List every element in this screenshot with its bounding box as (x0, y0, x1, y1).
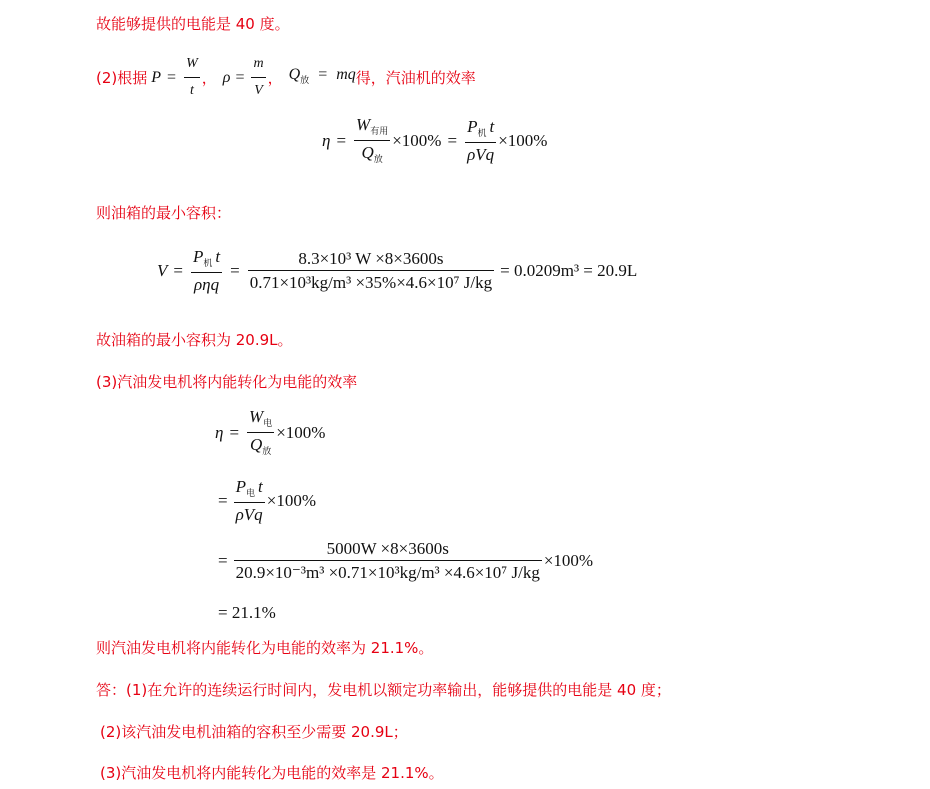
line-efficiency-intro: (2)根据 P = $\frac{W}{t}$ ， ρ = $\frac{m}{V}$ ， $Q_放$ = mq 得，汽油机的效率 (96, 54, 476, 101)
answer-2: (2)该汽油发电机油箱的容积至少需要 20.9L； (100, 723, 408, 741)
answer-1: 答：(1)在允许的连续运行时间内，发电机以额定功率输出，能够提供的电能是 40 度； (96, 681, 671, 699)
power-formula: P = $\frac{W}{t}$ (151, 54, 201, 101)
eff-step-4: = 21.1% (218, 603, 276, 622)
efficiency-equation: η = $\frac{W_{有用}}{Q_放}$ ×100% = $\frac{P_机 t}{\text{ρVq}}$ ×100% (322, 115, 548, 165)
density-formula: ρ = $\frac{m}{V}$ (223, 54, 268, 101)
eff-step-2: = $\frac{P_电 t}{\text{ρVq}}$ ×100% (218, 477, 316, 524)
answer-3: (3)汽油发电机将内能转化为电能的效率是 21.1%。 (100, 764, 444, 782)
intro-prefix: (2)根据 (96, 68, 148, 87)
line-min-volume-result: 故油箱的最小容积为 20.9L。 (96, 331, 293, 349)
eff-step-1: η = $\frac{W_电}{Q_放}$ ×100% (215, 407, 326, 457)
line-min-volume-label: 则油箱的最小容积： (96, 204, 232, 222)
line-efficiency-result: 则汽油发电机将内能转化为电能的效率为 21.1%。 (96, 639, 434, 657)
volume-equation: V = $\frac{P_机 t}{\text{ρηq}}$ = $\frac{\text{8.3×10³ W ×8×3600s}}{\text{0.71×10³kg/m³ ×35\%×4.6×10⁷ J/kg}}$ = 0.0209m³ = 20.9L (157, 247, 638, 294)
line-conversion-efficiency: (3)汽油发电机将内能转化为电能的效率 (96, 373, 358, 391)
heat-formula: $Q_放$ = mq (288, 65, 356, 86)
line-electric-energy: 故能够提供的电能是 40 度。 (96, 15, 290, 33)
eff-step-3: = $\frac{5000W \times 8\times 3600s}{\text{20.9×10⁻³m³ ×0.71×10³kg/m³ ×4.6×10⁷ J/kg}}$ ×100% (218, 539, 594, 582)
